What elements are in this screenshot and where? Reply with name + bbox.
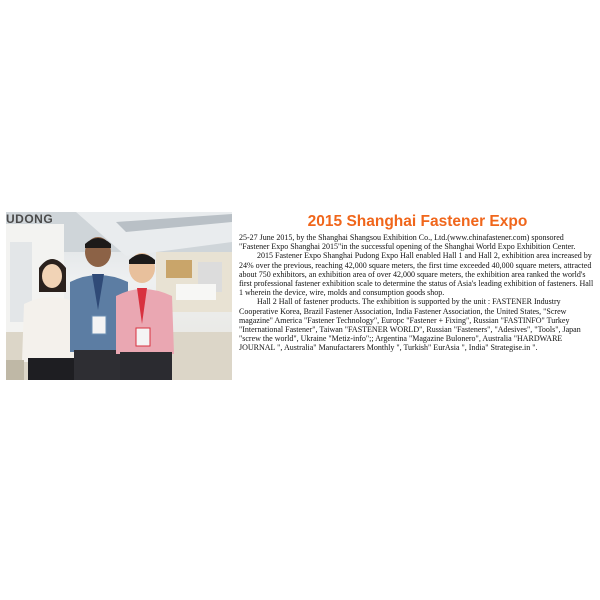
expo-photo-illustration: [6, 212, 232, 380]
article-paragraph-2: 2015 Fastener Expo Shanghai Pudong Expo Hall enabled Hall 1 and Hall 2, exhibition area increased by 24% over the previous, reaching 42,000 square meters, the first time exceeded 40,000 square meters, attracted about 750 exhibitors, an exhibition area of over 42,000 square meters, the exhibition area ranked the world's first professional fastener exhibition scale to determine the status of Asia's leading exhibition of fasteners. Hall 1 wherein the device, wire, molds and consumption goods shop.: [239, 251, 594, 298]
expo-banner: [6, 212, 596, 382]
article-title: 2015 Shanghai Fastener Expo: [307, 213, 528, 230]
booth-sign-text: UDONG: [6, 212, 54, 226]
article-block: [239, 212, 596, 382]
expo-photo: [6, 212, 232, 380]
article-paragraph-3: Hall 2 Hall of fastener products. The exhibition is supported by the unit : FASTENER Industry Cooperative Korea, Brazil Fastener Association, India Fastener Association, the United States, "Screw magazine" America "Fastener Technology", Europc "Fastener + Fixing", Russian "FASTINFO" Turkey "International Fastener", Taiwan "FASTENER WORLD", Russian "Fasteners", "Adesives", "Tools", Japan "screw the world", Ukraine "Metiz-info";; Argentina "Magazine Bulonero", Australia "HARDWARE JOURNAL ", Australia" Manufactarers Monthly ", Turkish" EurAsia ", India" Strategise.in ".: [239, 297, 581, 353]
article-paragraph-1: 25-27 June 2015, by the Shanghai Shangsou Exhibition Co., Ltd.(www.chinafastener.com) sponsored "Fastener Expo Shanghai 2015"in the successful opening of the Shanghai World Expo Exhibition Center.: [239, 233, 576, 252]
